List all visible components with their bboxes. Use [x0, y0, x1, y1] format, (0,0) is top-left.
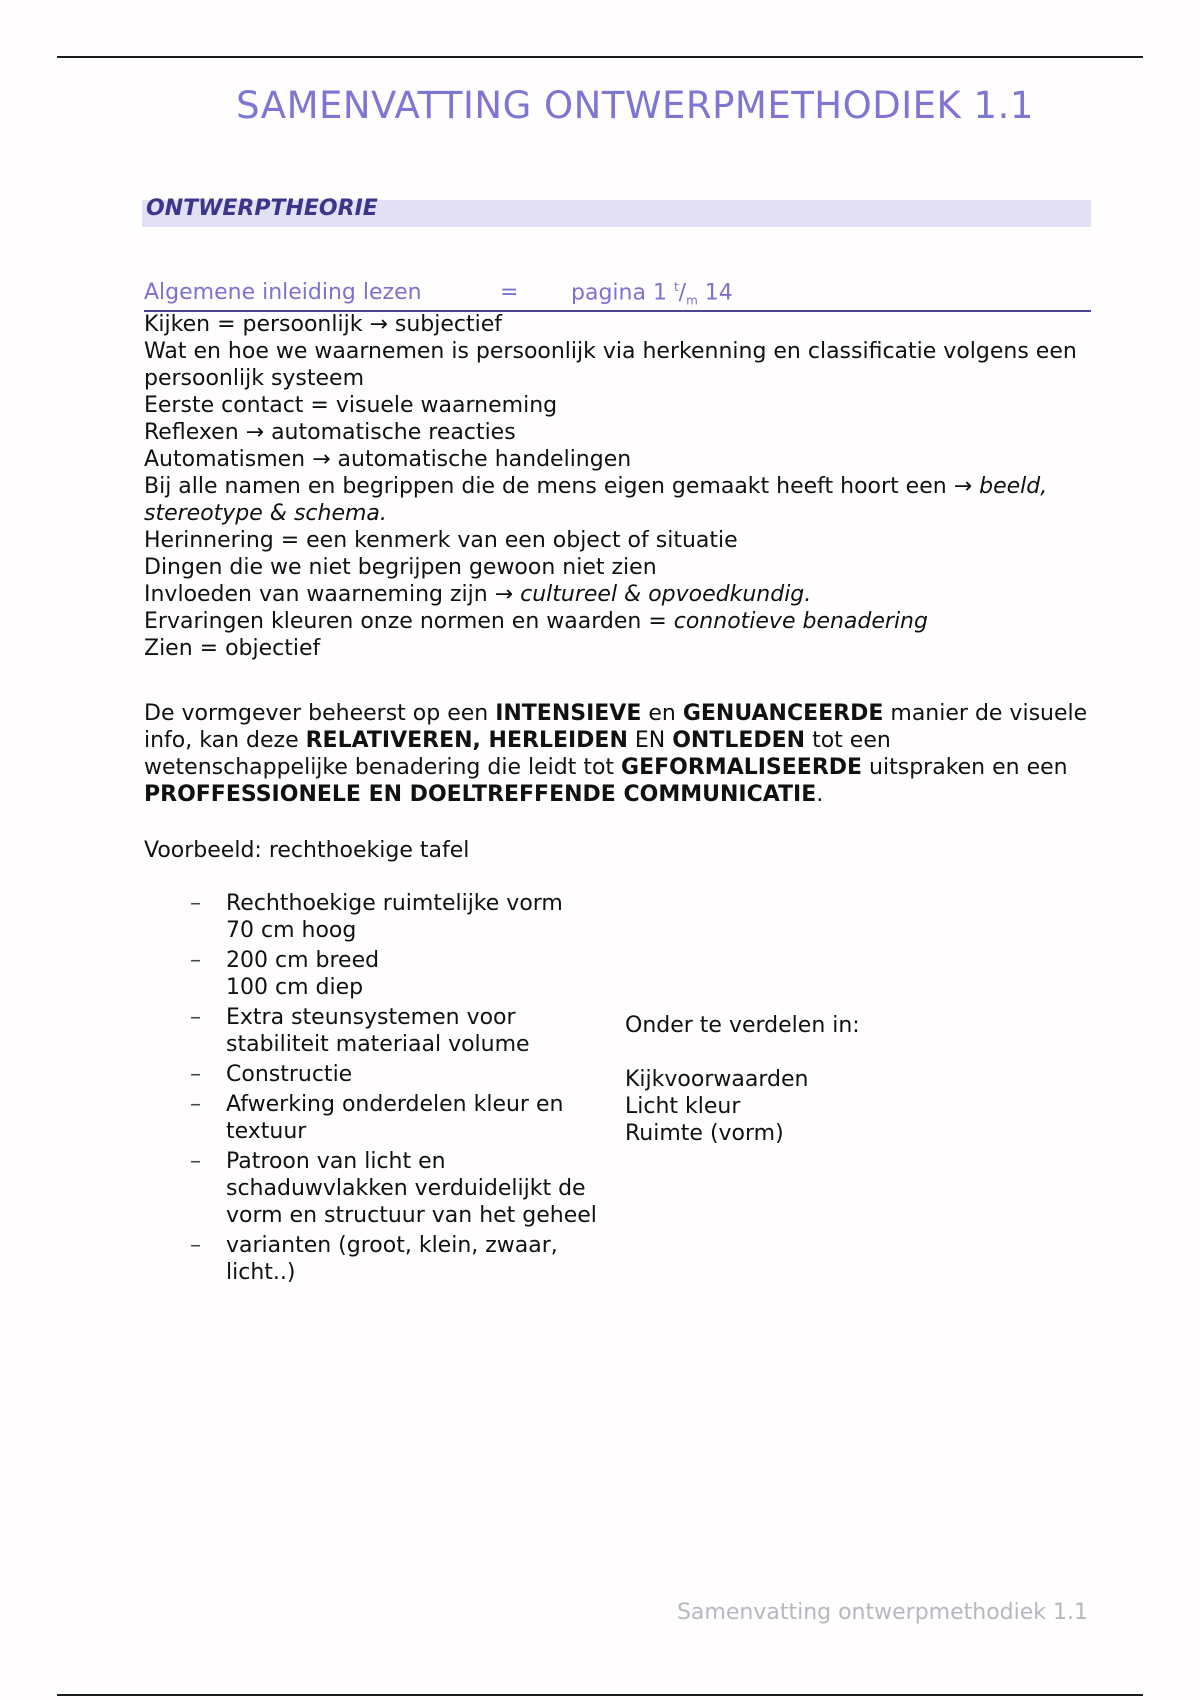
subheading-pages	[571, 280, 733, 308]
subheading	[144, 278, 1091, 312]
list-item-text: 100 cm diep	[226, 975, 364, 1000]
bottom-rule	[57, 1694, 1143, 1696]
subdivision-item: Ruimte (vorm)	[625, 1121, 784, 1146]
note-line: Reflexen → automatische reacties	[144, 420, 516, 445]
example-label: Voorbeeld: rechthoekige tafel	[144, 838, 470, 863]
para-text: en	[641, 701, 683, 726]
note-line: Zien = objectief	[144, 636, 321, 661]
note-emphasis: connotieve benadering	[673, 609, 928, 634]
note-text: Invloeden van waarneming zijn →	[144, 582, 521, 607]
note-text: Ervaringen kleuren onze normen en waarden =	[144, 609, 674, 634]
para-bold: RELATIVEREN, HERLEIDEN	[305, 728, 628, 753]
pages-prefix: pagina 1	[571, 280, 674, 306]
dash-bullet: –	[190, 1233, 201, 1258]
note-emphasis: cultureel & opvoedkundig.	[520, 582, 812, 607]
pages-slash: /	[678, 280, 687, 306]
subdivision-column	[625, 1012, 1085, 1147]
page-footer: Samenvatting ontwerpmethodiek 1.1	[676, 1600, 1088, 1625]
dash-bullet: –	[190, 1062, 201, 1087]
list-item-text: varianten (groot, klein, zwaar, licht..)	[226, 1233, 558, 1285]
list-item	[190, 947, 610, 1001]
note-line: Wat en hoe we waarnemen is persoonlijk via herkenning en classificatie volgens een persoonlijk systeem	[144, 339, 1077, 391]
dash-bullet: –	[190, 1149, 201, 1174]
note-line: Eerste contact = visuele waarneming	[144, 393, 558, 418]
page-title: SAMENVATTING ONTWERPMETHODIEK 1.1	[236, 84, 1034, 127]
list-item-text: Constructie	[226, 1062, 353, 1087]
note-line: Automatismen → automatische handelingen	[144, 447, 632, 472]
para-bold: ONTLEDEN	[672, 728, 806, 753]
para-text: tot een wetenschappelijke benadering die leidt tot	[144, 728, 891, 780]
notes-lines	[144, 311, 1094, 662]
note-line: Herinnering = een kenmerk van een object of situatie	[144, 528, 738, 553]
para-bold: INTENSIEVE	[495, 701, 642, 726]
list-item	[190, 1004, 610, 1058]
dash-bullet: –	[190, 891, 201, 916]
top-rule	[57, 56, 1143, 58]
list-item-text: 70 cm hoog	[226, 918, 357, 943]
para-text: .	[816, 782, 824, 807]
dash-bullet: –	[190, 1005, 201, 1030]
note-line: Dingen die we niet begrijpen gewoon niet zien	[144, 555, 657, 580]
subdivision-item: Kijkvoorwaarden	[625, 1067, 809, 1092]
para-bold: GENUANCEERDE	[682, 701, 884, 726]
note-line	[144, 473, 1094, 527]
note-emphasis: beeld, stereotype & schema.	[144, 474, 1048, 526]
subdivision-item: Licht kleur	[625, 1094, 741, 1119]
list-item-text: 200 cm breed	[226, 948, 380, 973]
para-text: manier de visuele info, kan deze	[144, 701, 1088, 753]
list-item-text: Afwerking onderdelen kleur en textuur	[226, 1092, 564, 1144]
pages-t: t	[673, 280, 679, 294]
subheading-equals: =	[500, 280, 519, 305]
list-item	[190, 890, 610, 944]
para-text: De vormgever beheerst op een	[144, 701, 496, 726]
example-bullet-list	[190, 890, 610, 1289]
pages-suffix: 14	[697, 280, 733, 306]
pages-m: m	[686, 293, 698, 308]
list-item	[190, 1091, 610, 1145]
list-item	[190, 1232, 610, 1286]
para-bold: GEFORMALISEERDE	[621, 755, 863, 780]
note-line: Kijken = persoonlijk → subjectief	[144, 312, 503, 337]
para-bold: PROFFESSIONELE EN DOELTREFFENDE COMMUNICATIE	[144, 782, 817, 807]
dash-bullet: –	[190, 1092, 201, 1117]
section-heading: ONTWERPTHEORIE	[146, 196, 378, 221]
note-line	[144, 608, 1094, 635]
para-text: uitspraken en een	[862, 755, 1068, 780]
para-text: EN	[627, 728, 673, 753]
designer-paragraph	[144, 700, 1094, 808]
note-text: Bij alle namen en begrippen die de mens eigen gemaakt heeft hoort een →	[144, 474, 980, 499]
dash-bullet: –	[190, 948, 201, 973]
list-item-text: Patroon van licht en schaduwvlakken verduidelijkt de vorm en structuur van het geheel	[226, 1149, 597, 1228]
note-line	[144, 581, 1094, 608]
list-item	[190, 1148, 610, 1229]
subdivision-heading: Onder te verdelen in:	[625, 1013, 860, 1038]
list-item	[190, 1061, 610, 1088]
subheading-label: Algemene inleiding lezen	[144, 280, 422, 305]
list-item-text: Rechthoekige ruimtelijke vorm	[226, 891, 563, 916]
list-item-text: Extra steunsystemen voor stabiliteit materiaal volume	[226, 1005, 530, 1057]
